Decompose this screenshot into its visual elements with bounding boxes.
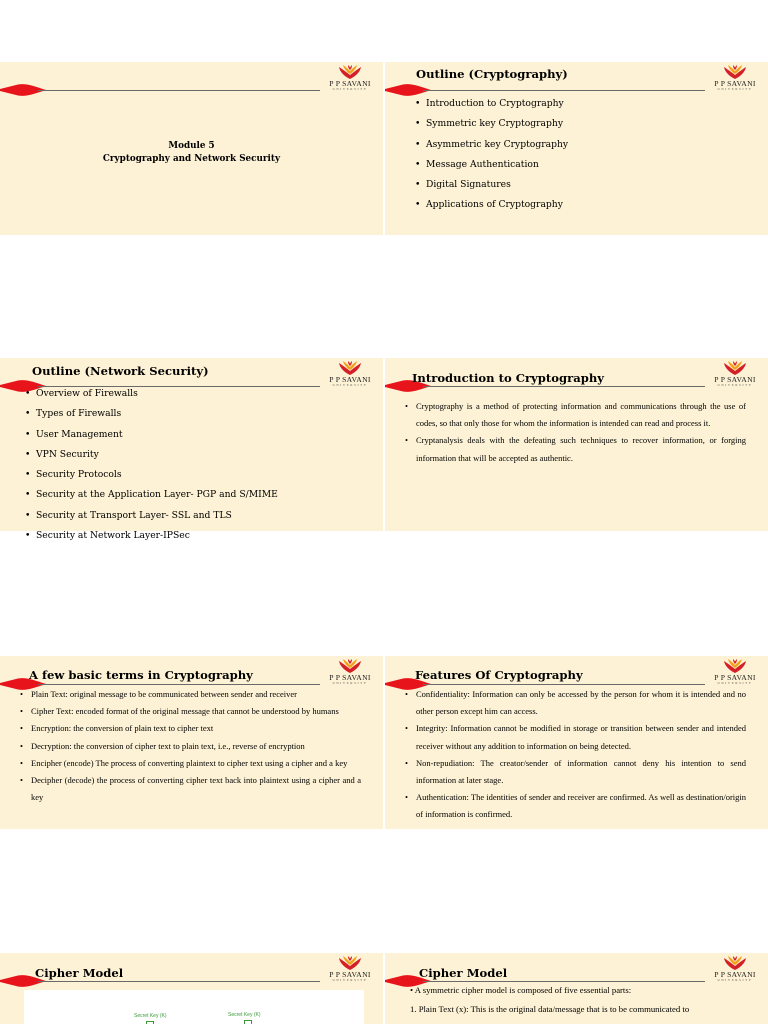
university-logo: P P SAVANI UNIVERSITY [322, 360, 378, 388]
cipher-model-diagram [24, 990, 364, 1024]
list-item: • Encipher (encode) The process of converting plaintext to cipher text using a cipher and a key [20, 755, 361, 772]
list-item: • Encryption: the conversion of plain text to cipher text [20, 720, 361, 737]
slide-7 [0, 953, 383, 1024]
university-logo: P P SAVANI UNIVERSITY [322, 955, 378, 983]
intro-list [405, 398, 746, 467]
list-item: • VPN Security [25, 445, 278, 465]
list-item: • Decipher (decode) the process of converting cipher text back into plaintext using a cipher and a key [20, 772, 361, 806]
university-logo: P P SAVANI UNIVERSITY [322, 658, 378, 686]
list-item: • Digital Signatures [415, 175, 568, 195]
list-item: • Overview of Firewalls [25, 384, 278, 404]
logo-icon [338, 955, 362, 971]
title-underline [423, 386, 705, 387]
list-item: • Types of Firewalls [25, 404, 278, 424]
module-subtitle: Cryptography and Network Security [102, 154, 281, 164]
list-item: • Cipher Text: encoded format of the original message that cannot be understood by humans [20, 703, 361, 720]
list-item: • Symmetric key Cryptography [415, 114, 568, 134]
list-item: • Authentication: The identities of sender and receiver are confirmed. As well as destination/origin of information is confirmed. [405, 789, 746, 823]
title-underline [38, 684, 320, 685]
slide-title: Features Of Cryptography [415, 668, 583, 682]
terms-list [20, 686, 361, 806]
logo-icon [723, 955, 747, 971]
slide-2 [385, 62, 768, 235]
list-item: • Security at the Application Layer- PGP and S/MIME [25, 485, 278, 505]
point-text: 1. Plain Text (x): This is the original data/message that is to be communicated to [410, 1004, 690, 1014]
outline-list [415, 94, 568, 216]
university-logo: P P SAVANI UNIVERSITY [707, 955, 763, 983]
slide-4 [385, 358, 768, 531]
logo-icon [338, 658, 362, 674]
list-item: • Non-repudiation: The creator/sender of information cannot deny his intention to send information at later stage. [405, 755, 746, 789]
list-item: • Security Protocols [25, 465, 278, 485]
logo-icon [723, 360, 747, 376]
slide-3 [0, 358, 383, 542]
secret-key-label: Secret Key (K) [228, 1012, 261, 1018]
list-item: • Cryptography is a method of protecting information and communications through the use of codes, so that only those for whom the information is intended can read and process it. [405, 398, 746, 432]
slide-title: Cipher Model [419, 966, 508, 980]
module-label: Module 5 [168, 141, 215, 151]
logo-icon [723, 64, 747, 80]
list-item: • Decryption: the conversion of cipher text to plain text, i.e., reverse of encryption [20, 738, 361, 755]
slide-5 [0, 656, 383, 829]
logo-icon [338, 360, 362, 376]
title-underline [38, 90, 320, 91]
logo-icon [723, 658, 747, 674]
list-item: • Cryptanalysis deals with the defeating such techniques to recover information, or forging information that will be accepted as authentic. [405, 432, 746, 466]
list-item: • Confidentiality: Information can only be accessed by the person for whom it is intended and no other person except him can access. [405, 686, 746, 720]
university-logo: P P SAVANI UNIVERSITY [322, 64, 378, 92]
list-item: • User Management [25, 425, 278, 445]
intro-text: • A symmetric cipher model is composed of five essential parts: [410, 985, 632, 995]
slide-8 [385, 953, 768, 1024]
slide-6 [385, 656, 768, 829]
list-item: • Applications of Cryptography [415, 195, 568, 215]
title-underline [423, 90, 705, 91]
logo-icon [338, 64, 362, 80]
list-item: • Security at Network Layer-IPSec [25, 526, 278, 546]
slide-title: Outline (Cryptography) [416, 67, 568, 81]
outline-list [25, 384, 278, 546]
title-underline [38, 981, 320, 982]
slide-title: Outline (Network Security) [32, 364, 209, 378]
list-item: • Plain Text: original message to be communicated between sender and receiver [20, 686, 361, 703]
list-item: • Security at Transport Layer- SSL and TLS [25, 506, 278, 526]
list-item: • Asymmetric key Cryptography [415, 135, 568, 155]
list-item: • Integrity: Information cannot be modified in storage or transition between sender and intended receiver without any addition to information on being detected. [405, 720, 746, 754]
university-logo: P P SAVANI UNIVERSITY [707, 658, 763, 686]
slide-title: Cipher Model [35, 966, 124, 980]
secret-key-label: Secret Key (K) [134, 1013, 167, 1019]
features-list [405, 686, 746, 824]
slide-1 [0, 62, 383, 235]
list-item: • Message Authentication [415, 155, 568, 175]
university-logo: P P SAVANI UNIVERSITY [707, 64, 763, 92]
key-box [244, 1020, 252, 1024]
title-underline [423, 684, 705, 685]
slide-title: Introduction to Cryptography [412, 371, 604, 385]
list-item: • Introduction to Cryptography [415, 94, 568, 114]
title-underline [423, 981, 705, 982]
university-logo: P P SAVANI UNIVERSITY [707, 360, 763, 388]
slide-title: A few basic terms in Cryptography [29, 668, 253, 682]
